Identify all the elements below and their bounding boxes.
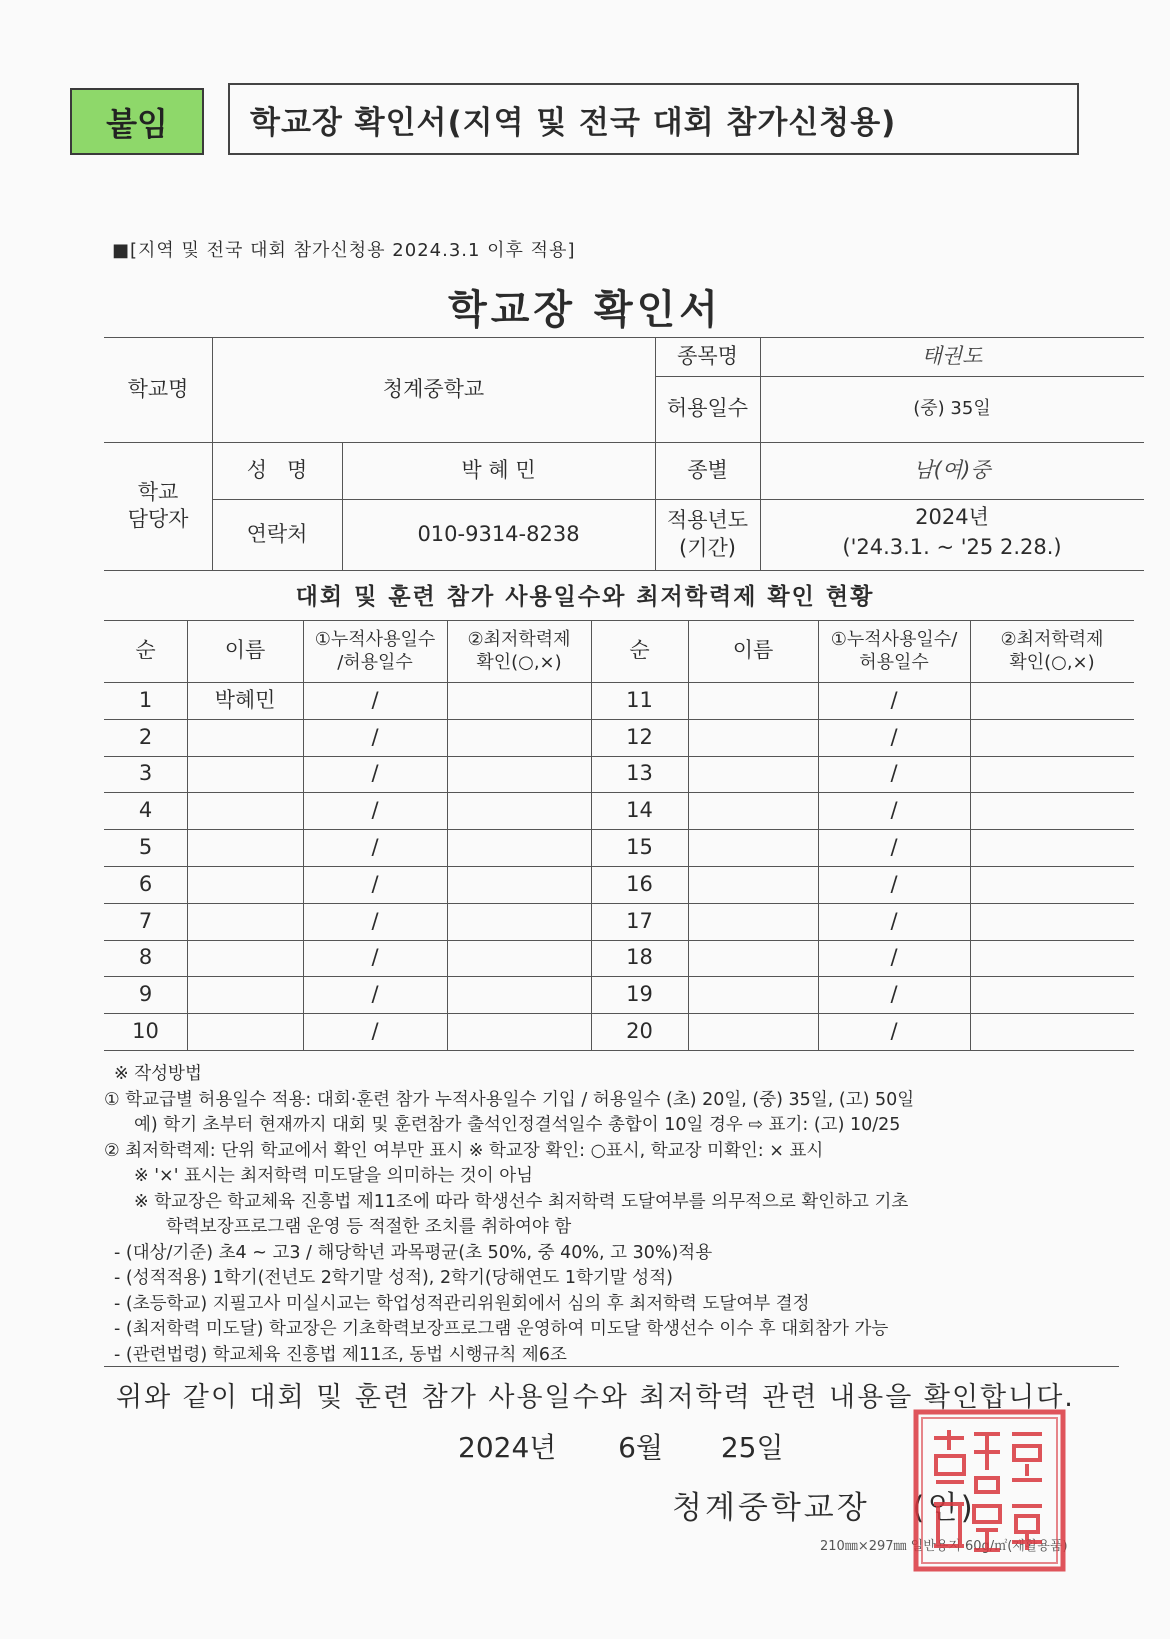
- notes-heading: ※ 작성방법: [114, 1064, 202, 1084]
- row-no: 5: [138, 834, 153, 859]
- row-no-2: 17: [626, 908, 653, 933]
- row-days: /: [371, 724, 379, 749]
- col-header-name: 이름: [224, 638, 266, 663]
- row-no-2: 15: [626, 834, 653, 859]
- note-item: ※ 학교장은 학교체육 진흥법 제11조에 따라 학생선수 최저학력 도달여부를 의무적으로 확인하고 기초: [134, 1191, 909, 1212]
- row-no-2: 14: [626, 798, 653, 823]
- row-days: /: [371, 945, 379, 970]
- row-check-2: [970, 756, 1134, 793]
- row-no-2: 13: [626, 761, 653, 786]
- date-day: 25일: [720, 1431, 784, 1464]
- row-check: [447, 719, 591, 756]
- sport-label: 종목명: [677, 343, 738, 368]
- school-name-value: 청계중학교: [382, 376, 485, 401]
- row-days: /: [371, 908, 379, 933]
- note-item: 예) 학기 초부터 현재까지 대회 및 훈련참가 출석인정결석일수 총합이 10일 경우 ⇨ 표기: (고) 10/25: [134, 1115, 901, 1135]
- note-item: ※ '×' 표시는 최저학력 미도달을 의미하는 것이 아님: [134, 1166, 534, 1186]
- date-year: 2024년: [458, 1431, 557, 1464]
- allowed-days-value: (중) 35일: [913, 398, 991, 420]
- row-no: 3: [138, 761, 153, 786]
- manager-name-value: 박 혜 민: [461, 457, 536, 482]
- year-value: 2024년: [915, 505, 989, 530]
- row-days-2: /: [890, 1018, 898, 1043]
- gender-label: 종별: [687, 457, 728, 482]
- paper-spec-footer: 210㎜×297㎜ 일반용지 60g/㎡(재활용품): [820, 1539, 1068, 1554]
- row-days: /: [371, 1018, 379, 1043]
- year-label: 적용년도 (기간): [666, 508, 749, 560]
- row-check-2: [970, 866, 1134, 903]
- row-check: [447, 682, 591, 719]
- row-check: [447, 829, 591, 866]
- name-label: 성 명: [246, 457, 308, 482]
- row-days-2: /: [890, 724, 898, 749]
- row-days: /: [371, 871, 379, 896]
- note-item: - (성적적용) 1학기(전년도 2학기말 성적), 2학기(당해연도 1학기말 성적): [114, 1268, 673, 1288]
- row-no: 2: [138, 724, 153, 749]
- row-check-2: [970, 903, 1134, 940]
- row-check: [447, 1013, 591, 1050]
- contact-label: 연락처: [246, 521, 308, 546]
- note-item: - (최저학력 미도달) 학교장은 기초학력보장프로그램 운영하여 미도달 학생선수 이수 후 대회참가 가능: [114, 1319, 889, 1339]
- row-check-2: [970, 976, 1134, 1013]
- row-days: /: [371, 834, 379, 859]
- contact-value: 010-9314-8238: [417, 521, 580, 546]
- attachment-tag: 붙임: [70, 88, 204, 155]
- row-name: [187, 976, 303, 1013]
- school-name-label: 학교명: [127, 376, 189, 401]
- col-header-check: ②최저학력제 확인(○,×): [467, 628, 571, 673]
- row-days: /: [371, 761, 379, 786]
- sign-date: [458, 1426, 784, 1466]
- row-check-2: [970, 792, 1134, 829]
- row-name: 박혜민: [214, 687, 276, 712]
- col-header-name-2: 이름: [732, 638, 774, 663]
- row-check-2: [970, 829, 1134, 866]
- date-month: 6월: [618, 1431, 663, 1464]
- row-name-2: [688, 903, 818, 940]
- confirmation-statement: 위와 같이 대회 및 훈련 참가 사용일수와 최저학력 관련 내용을 확인합니다.: [116, 1382, 1075, 1413]
- row-no: 8: [138, 945, 153, 970]
- row-name: [187, 756, 303, 793]
- col-header-check-2: ②최저학력제 확인(○,×): [1000, 628, 1104, 673]
- note-item: - (대상/기준) 초4 ~ 고3 / 해당학년 과목평균(초 50%, 중 40%, 고 30%)적용: [114, 1242, 713, 1263]
- row-name: [187, 903, 303, 940]
- row-check: [447, 866, 591, 903]
- row-check-2: [970, 1013, 1134, 1050]
- gender-value: 남(여)중: [913, 457, 991, 482]
- row-name: [187, 829, 303, 866]
- row-no: 4: [138, 798, 153, 823]
- row-name-2: [688, 756, 818, 793]
- row-no-2: 20: [626, 1018, 653, 1043]
- manager-label: 학교 담당자: [127, 479, 189, 531]
- note-item: ② 최저학력제: 단위 학교에서 확인 여부만 표시 ※ 학교장 확인: ○표시, 학교장 미확인: × 표시: [104, 1140, 824, 1161]
- row-check: [447, 792, 591, 829]
- row-name-2: [688, 976, 818, 1013]
- table-title: 대회 및 훈련 참가 사용일수와 최저학력제 확인 현황: [295, 584, 875, 610]
- row-no-2: 11: [626, 687, 653, 712]
- row-no: 1: [138, 687, 153, 712]
- row-no-2: 16: [626, 871, 653, 896]
- row-name-2: [688, 866, 818, 903]
- row-check-2: [970, 719, 1134, 756]
- note-item: - (초등학교) 지필고사 미실시교는 학업성적관리위원회에서 심의 후 최저학력 도달여부 결정: [114, 1293, 810, 1314]
- row-no: 9: [138, 982, 153, 1007]
- row-days: /: [371, 687, 379, 712]
- header-title: 학교장 확인서(지역 및 전국 대회 참가신청용): [228, 83, 1079, 155]
- col-header-no: 순: [135, 638, 156, 663]
- applicability-note: ■[지역 및 전국 대회 참가신청용 2024.3.1 이후 적용]: [112, 240, 576, 261]
- row-no-2: 12: [626, 724, 653, 749]
- row-name-2: [688, 792, 818, 829]
- row-days: /: [371, 982, 379, 1007]
- row-name: [187, 719, 303, 756]
- col-header-no-2: 순: [629, 638, 650, 663]
- row-name-2: [688, 682, 818, 719]
- row-name-2: [688, 829, 818, 866]
- col-header-days-2: ①누적사용일수/ 허용일수: [830, 628, 958, 673]
- row-days-2: /: [890, 871, 898, 896]
- row-name-2: [688, 940, 818, 977]
- row-days-2: /: [890, 761, 898, 786]
- signer-label: 청계중학교장: [672, 1490, 870, 1526]
- row-name-2: [688, 719, 818, 756]
- seal-mark: (인): [912, 1490, 976, 1526]
- row-check: [447, 903, 591, 940]
- row-name-2: [688, 1013, 818, 1050]
- row-days-2: /: [890, 798, 898, 823]
- allowed-days-label: 허용일수: [666, 396, 749, 421]
- note-item: - (관련법령) 학교체육 진흥법 제11조, 동법 시행규칙 제6조: [114, 1344, 567, 1365]
- row-name: [187, 866, 303, 903]
- writing-instructions: [104, 1062, 914, 1368]
- row-no: 10: [132, 1018, 159, 1043]
- note-item: 학력보장프로그램 운영 등 적절한 조치를 취하여야 함: [166, 1217, 572, 1237]
- row-no-2: 18: [626, 945, 653, 970]
- row-no: 6: [138, 871, 153, 896]
- row-check: [447, 940, 591, 977]
- row-check: [447, 756, 591, 793]
- row-name: [187, 1013, 303, 1050]
- row-no-2: 19: [626, 982, 653, 1007]
- document-title: 학교장 확인서: [448, 287, 722, 333]
- row-days-2: /: [890, 908, 898, 933]
- sport-value: 태권도: [921, 343, 983, 368]
- row-name: [187, 792, 303, 829]
- col-header-days: ①누적사용일수 /허용일수: [314, 628, 436, 673]
- row-check-2: [970, 940, 1134, 977]
- row-no: 7: [138, 908, 153, 933]
- row-name: [187, 940, 303, 977]
- row-check: [447, 976, 591, 1013]
- row-days-2: /: [890, 945, 898, 970]
- row-days-2: /: [890, 687, 898, 712]
- row-days: /: [371, 798, 379, 823]
- period-value: ('24.3.1. ~ '25 2.28.): [842, 535, 1062, 560]
- row-check-2: [970, 682, 1134, 719]
- note-item: ① 학교급별 허용일수 적용: 대회·훈련 참가 누적사용일수 기입 / 허용일수 (초) 20일, (중) 35일, (고) 50일: [104, 1089, 915, 1110]
- row-days-2: /: [890, 982, 898, 1007]
- row-days-2: /: [890, 834, 898, 859]
- official-seal: [912, 1408, 1067, 1573]
